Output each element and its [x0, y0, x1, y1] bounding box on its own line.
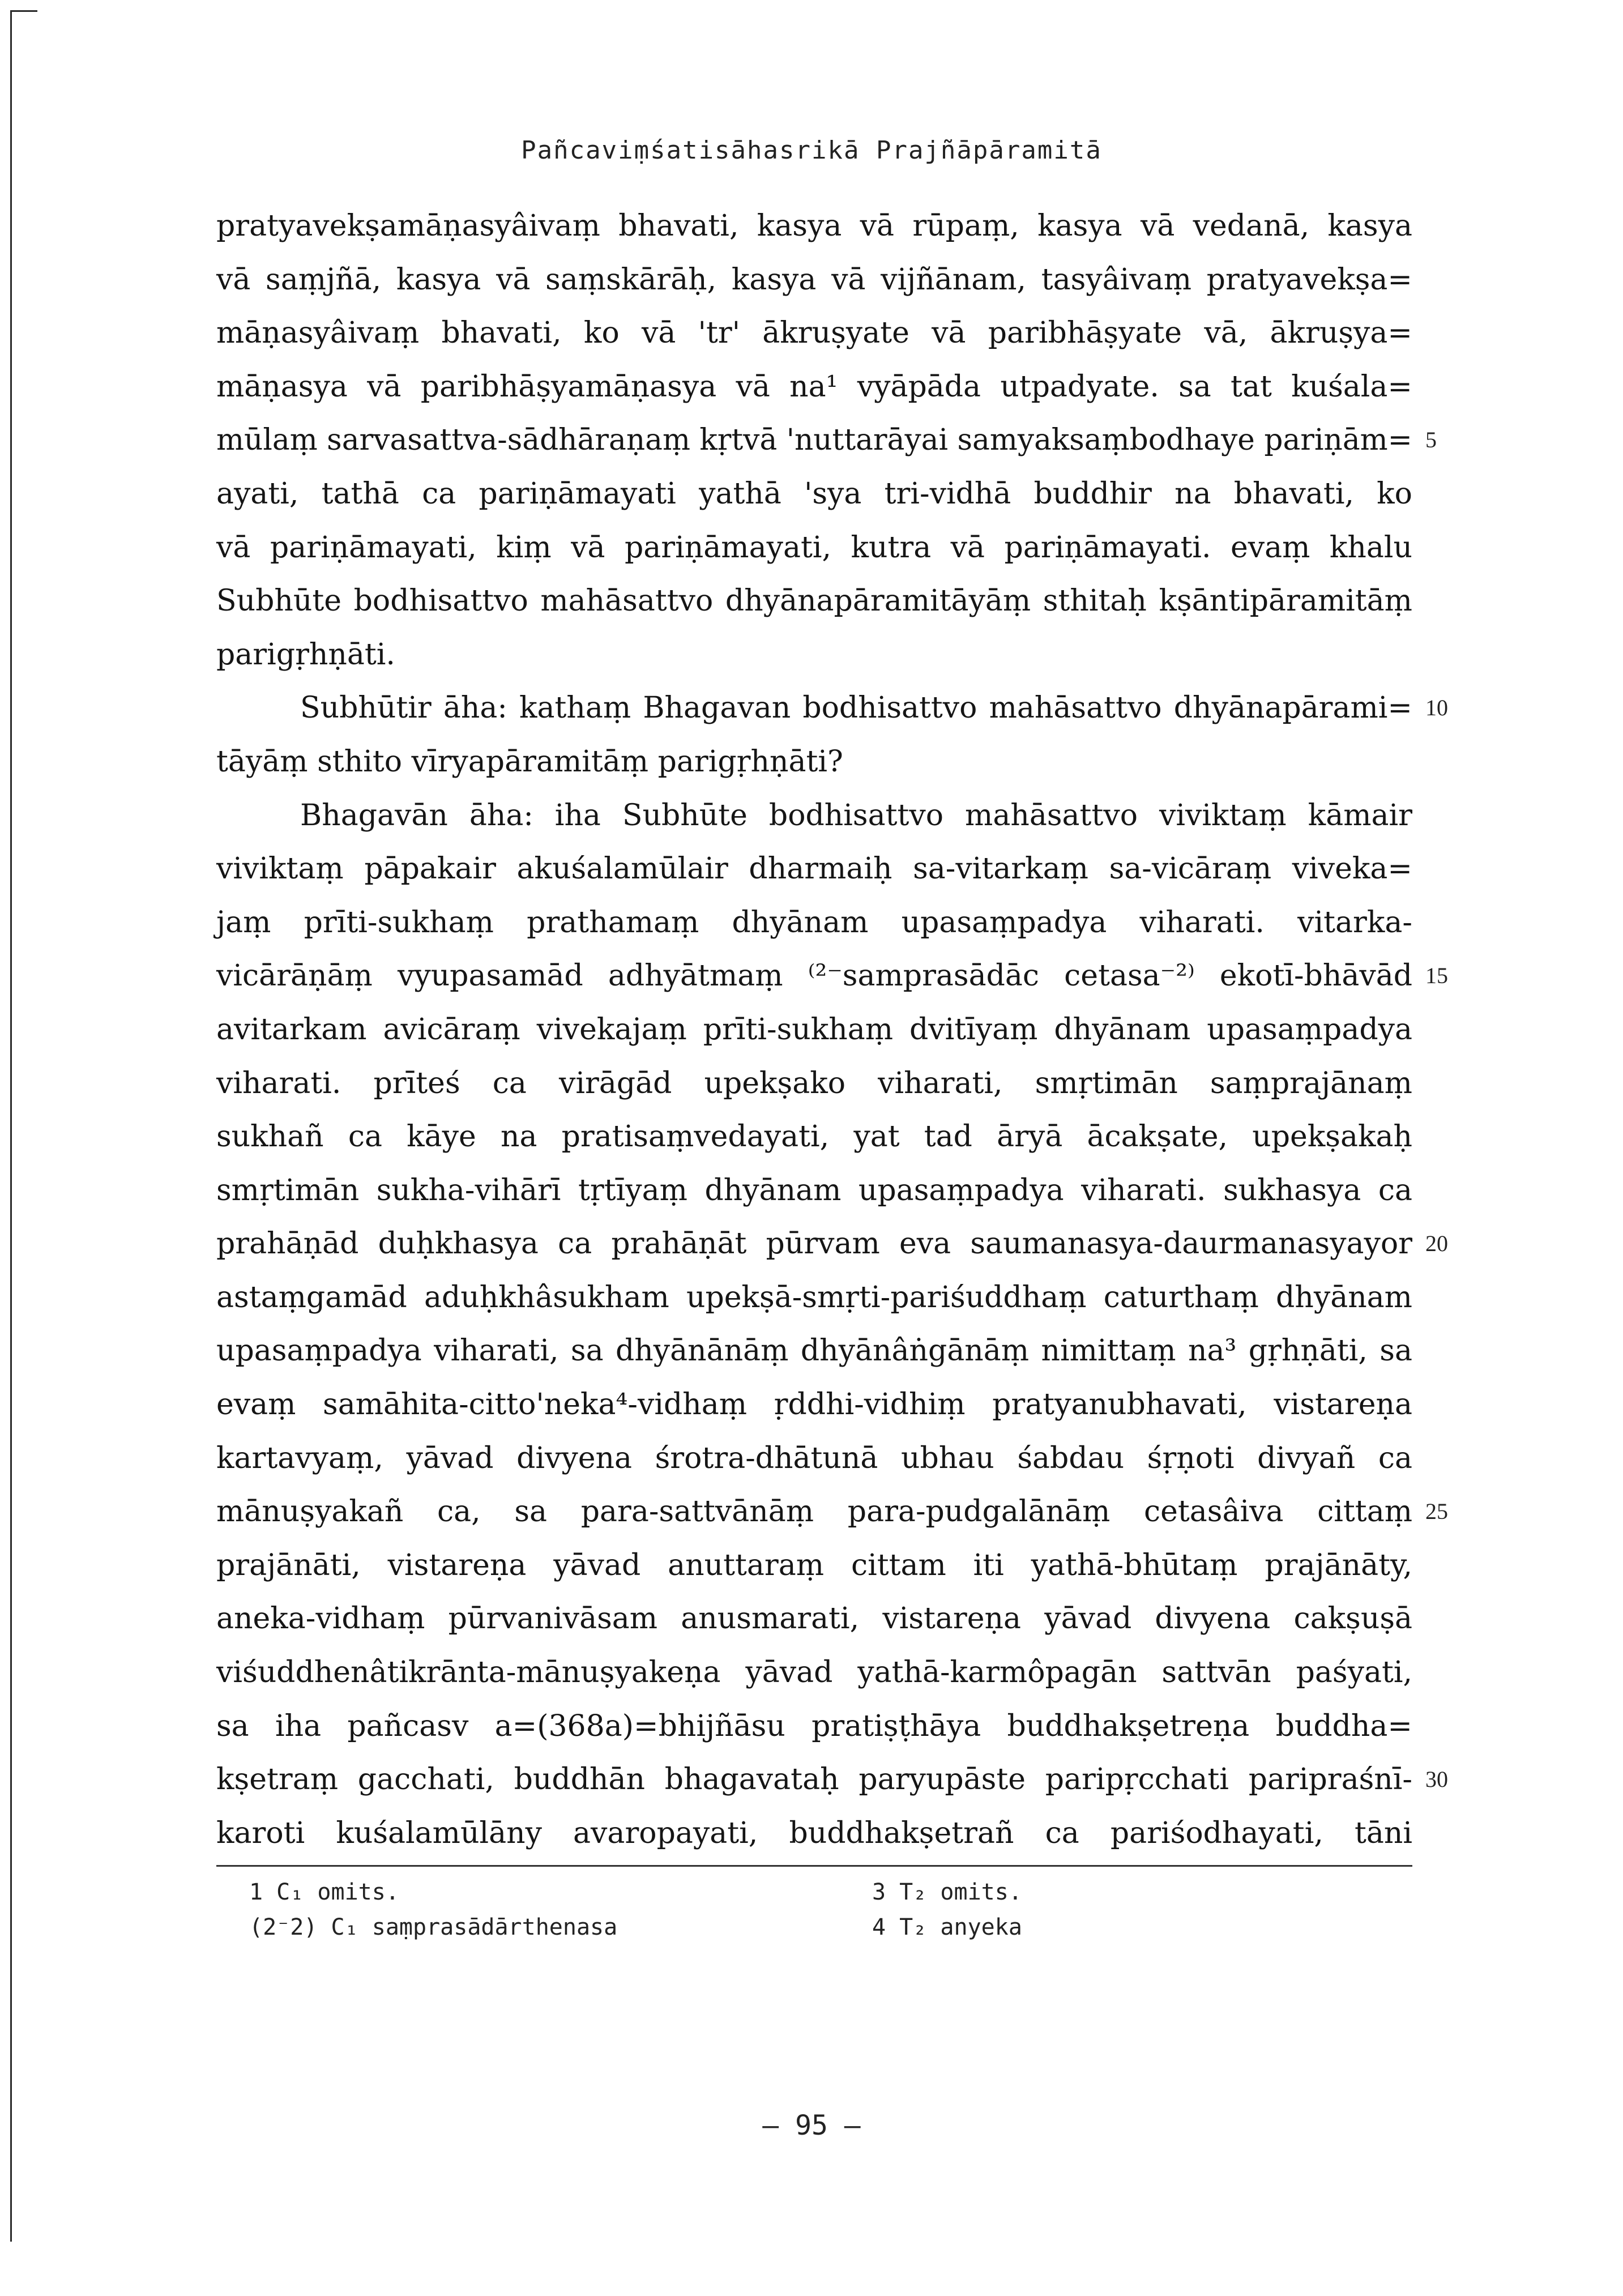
text-line [216, 413, 1437, 467]
line-number: 15 [1425, 963, 1448, 989]
text-line-content: jaṃ prīti-sukhaṃ prathamaṃ dhyānam upasaṃpadya viharati. vitarka- [216, 905, 1412, 940]
text-line-content: pratyavekṣamāṇasyâivaṃ bhavati, kasya vā rūpaṃ, kasya vā vedanā, kasya [216, 209, 1412, 243]
text-line-content: Subhūtir āha: kathaṃ Bhagavan bodhisattvo mahāsattvo dhyānapārami= [300, 691, 1412, 725]
text-line-content: parigṛhṇāti. [216, 637, 395, 672]
text-line [216, 1057, 1412, 1111]
main-text-block [216, 199, 1448, 1860]
text-line-content: prahāṇād duḥkhasya ca prahāṇāt pūrvam eva saumanasya-daurmanasyayor [216, 1227, 1412, 1261]
line-number: 20 [1425, 1231, 1448, 1257]
text-line [216, 1217, 1448, 1271]
text-line-content: māṇasyâivaṃ bhavati, ko vā 'tr' ākruṣyate vā paribhāṣyate vā, ākruṣya= [216, 316, 1412, 351]
text-line [216, 467, 1412, 521]
text-line [216, 735, 1412, 789]
text-line-content: māṇasya vā paribhāṣyamāṇasya vā na¹ vyāpāda utpadyate. sa tat kuśala= [216, 369, 1412, 404]
text-line [216, 842, 1412, 896]
text-line [216, 681, 1448, 735]
text-line [216, 1271, 1412, 1325]
text-line-content: mūlaṃ sarvasattva-sādhāraṇaṃ kṛtvā 'nuttarāyai samyaksaṃbodhaye pariṇām= [216, 423, 1413, 458]
text-line-content: tāyāṃ sthito vīryapāramitāṃ parigṛhṇāti? [216, 744, 843, 779]
text-line-content: smṛtimān sukha-vihārī tṛtīyaṃ dhyānam upasaṃpadya viharati. sukhasya ca [216, 1173, 1412, 1207]
text-line-content: kartavyaṃ, yāvad divyena śrotra-dhātunā ubhau śabdau śṛṇoti divyañ ca [216, 1441, 1412, 1475]
text-line [216, 1324, 1412, 1378]
binding-edge-line [10, 10, 12, 2242]
text-line [216, 1539, 1412, 1593]
text-line [216, 1164, 1412, 1218]
footnote-4: 4 T₂ anyeka [872, 1914, 1022, 1940]
text-line [216, 1592, 1412, 1646]
text-line-content: aneka-vidhaṃ pūrvanivāsam anusmarati, vistareṇa yāvad divyena cakṣuṣā [216, 1602, 1412, 1636]
text-line-content: viśuddhenâtikrānta-mānuṣyakeṇa yāvad yathā-karmôpagān sattvān paśyati, [216, 1655, 1412, 1690]
text-line [216, 628, 1412, 682]
line-number: 25 [1425, 1499, 1448, 1525]
text-line-content: viharati. prīteś ca virāgād upekṣako viharati, smṛtimān saṃprajānaṃ [216, 1066, 1412, 1100]
text-line [216, 199, 1412, 253]
text-line-content: vā pariṇāmayati, kiṃ vā pariṇāmayati, kutra vā pariṇāmayati. evaṃ khalu [216, 530, 1412, 565]
text-line [216, 896, 1412, 950]
text-line-content: viviktaṃ pāpakair akuśalamūlair dharmaiḥ sa-vitarkaṃ sa-vicāraṃ viveka= [216, 852, 1412, 886]
text-line-content: evaṃ samāhita-citto'neka⁴-vidhaṃ ṛddhi-vidhiṃ pratyanubhavati, vistareṇa [216, 1388, 1412, 1422]
footnote-1: 1 C₁ omits. [249, 1879, 399, 1905]
page-number: — 95 — [762, 2110, 861, 2141]
text-line [216, 1003, 1412, 1057]
text-line [216, 521, 1412, 575]
text-line-content: mānuṣyakañ ca, sa para-sattvānāṃ para-pudgalānāṃ cetasâiva cittaṃ [216, 1495, 1412, 1529]
text-line [216, 1646, 1412, 1700]
binding-corner-mark [10, 10, 37, 12]
text-line-content: ayati, tathā ca pariṇāmayati yathā 'sya tri-vidhā buddhir na bhavati, ko [216, 476, 1412, 511]
footnote-3: 3 T₂ omits. [872, 1879, 1022, 1905]
text-line [216, 1753, 1448, 1807]
text-line-content: sa iha pañcasv a=(368a)=bhijñāsu pratiṣṭhāya buddhakṣetreṇa buddha= [216, 1709, 1412, 1743]
text-line-content: kṣetraṃ gacchati, buddhān bhagavataḥ paryupāste paripṛcchati paripraśnī- [216, 1762, 1412, 1797]
line-number: 5 [1425, 427, 1437, 453]
text-line-content: vicārāṇāṃ vyupasamād adhyātmaṃ ⁽²⁻samprasādāc cetasa⁻²⁾ ekotī-bhāvād [216, 959, 1412, 993]
text-line [216, 1700, 1412, 1753]
footnote-divider [216, 1865, 1412, 1867]
text-line [216, 253, 1412, 307]
text-line [216, 306, 1412, 360]
text-line [216, 1807, 1412, 1860]
text-line-content: upasaṃpadya viharati, sa dhyānānāṃ dhyānâṅgānāṃ nimittaṃ na³ gṛhṇāti, sa [216, 1334, 1412, 1368]
text-line [216, 360, 1412, 414]
text-line [216, 949, 1448, 1003]
text-line-content: sukhañ ca kāye na pratisaṃvedayati, yat tad āryā ācakṣate, upekṣakaḥ [216, 1120, 1412, 1154]
text-line [216, 789, 1412, 843]
text-line-content: Bhagavān āha: iha Subhūte bodhisattvo mahāsattvo viviktaṃ kāmair [300, 798, 1412, 833]
text-line [216, 1485, 1448, 1539]
text-line [216, 574, 1412, 628]
line-number: 10 [1425, 695, 1448, 721]
text-line-content: vā saṃjñā, kasya vā saṃskārāḥ, kasya vā vijñānam, tasyâivaṃ pratyavekṣa= [216, 262, 1412, 297]
text-line-content: karoti kuśalamūlāny avaropayati, buddhakṣetrañ ca pariśodhayati, tāni [216, 1816, 1412, 1850]
text-line-content: astaṃgamād aduḥkhâsukham upekṣā-smṛti-pariśuddhaṃ caturthaṃ dhyānam [216, 1280, 1412, 1315]
text-line [216, 1432, 1412, 1486]
text-line [216, 1378, 1412, 1432]
text-line-content: Subhūte bodhisattvo mahāsattvo dhyānapāramitāyāṃ sthitaḥ kṣāntipāramitāṃ [216, 584, 1412, 618]
text-line-content: avitarkam avicāraṃ vivekajaṃ prīti-sukhaṃ dvitīyaṃ dhyānam upasaṃpadya [216, 1012, 1412, 1047]
line-number: 30 [1425, 1766, 1448, 1793]
running-header: Pañcaviṃśatisāhasrikā Prajñāpāramitā [521, 136, 1102, 165]
footnote-2: (2⁻2) C₁ saṃprasādārthenasa [249, 1914, 618, 1940]
text-line [216, 1110, 1412, 1164]
text-line-content: prajānāti, vistareṇa yāvad anuttaraṃ cittam iti yathā-bhūtaṃ prajānāty, [216, 1548, 1412, 1582]
